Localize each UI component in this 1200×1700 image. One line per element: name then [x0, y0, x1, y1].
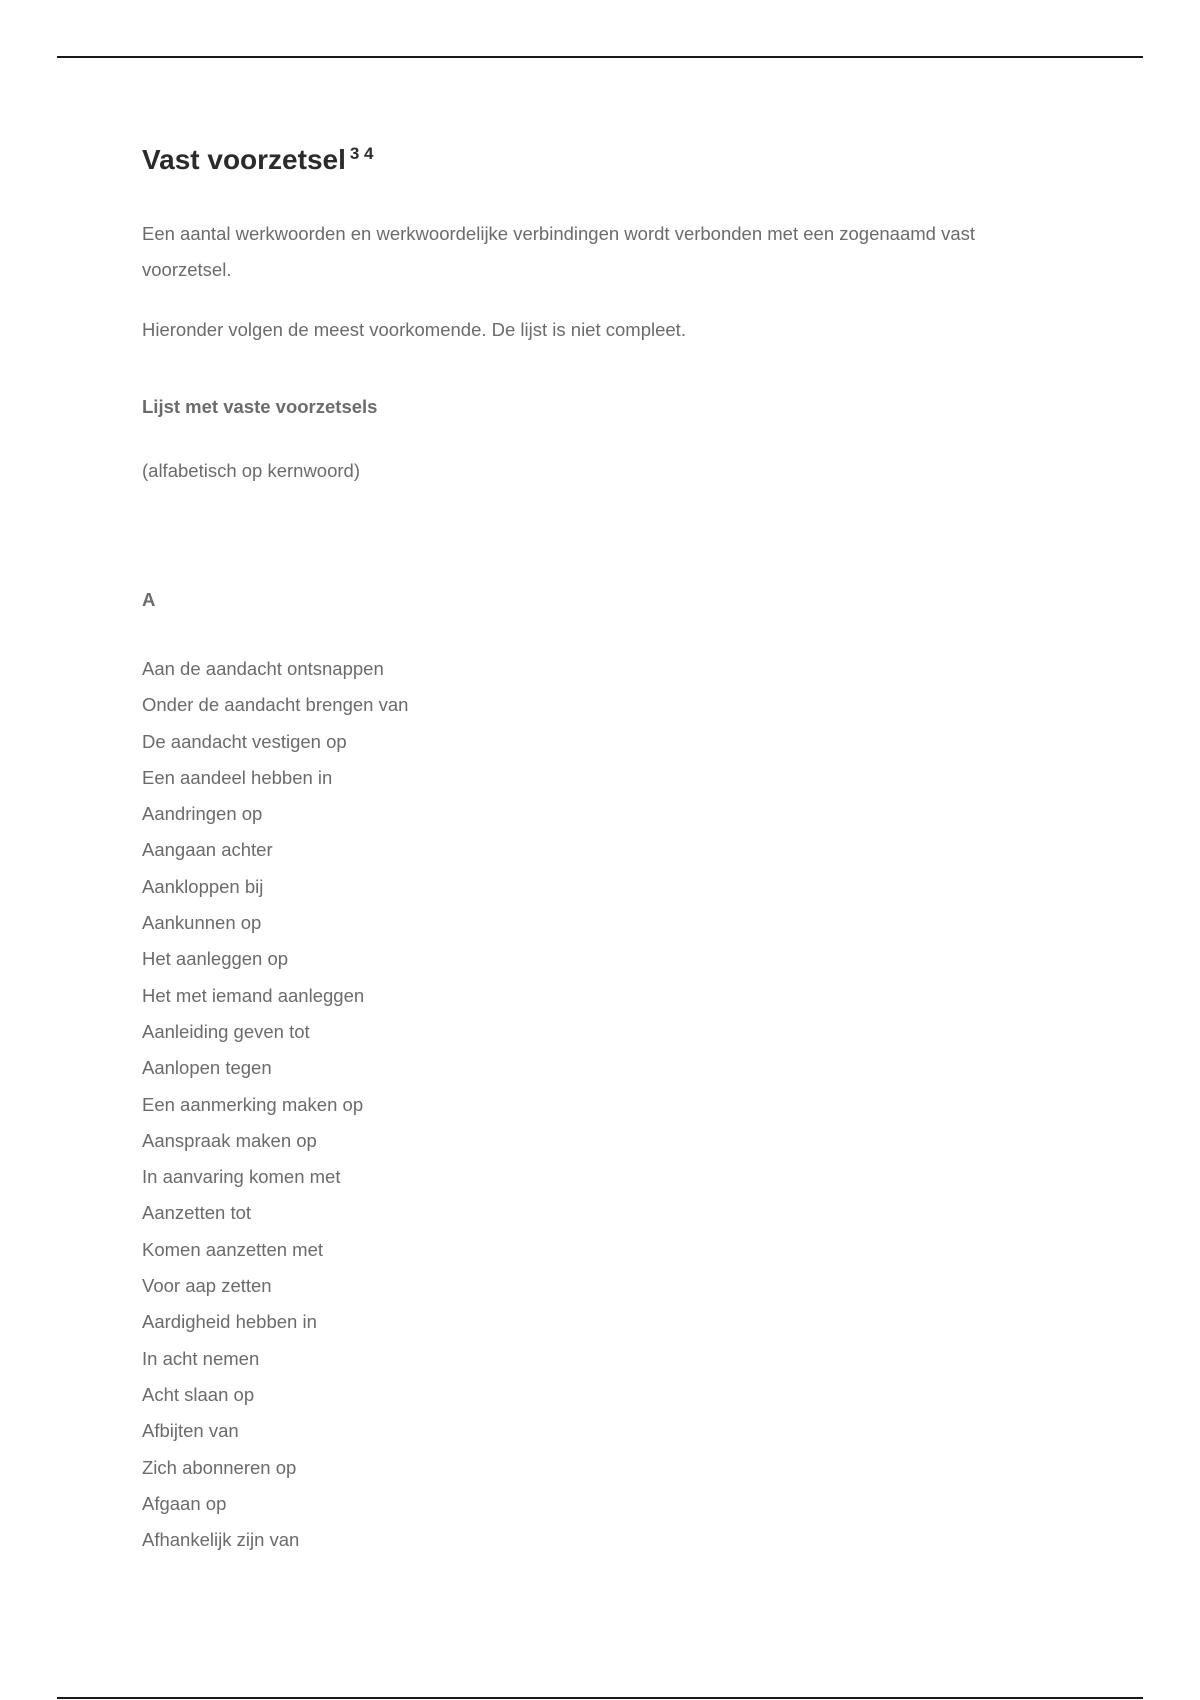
list-item: Aandringen op [142, 803, 263, 825]
list-item: In aanvaring komen met [142, 1166, 341, 1188]
list-item: De aandacht vestigen op [142, 730, 347, 752]
list-heading: Lijst met vaste voorzetsels [142, 396, 378, 417]
intro-paragraph: Een aantal werkwoorden en werkwoordelijke verbindingen wordt verbonden met een zogenaamd vast voorzetsel. [142, 223, 975, 280]
list-item: Aanzetten tot [142, 1202, 252, 1224]
list-item: Aanleiding geven tot [142, 1020, 310, 1042]
preposition-list [142, 651, 408, 1558]
page-bottom-rule [57, 1697, 1143, 1699]
list-item: Aangaan achter [142, 839, 273, 861]
page-top-rule [57, 56, 1143, 58]
list-item: Komen aanzetten met [142, 1238, 323, 1260]
list-item: Acht slaan op [142, 1383, 255, 1405]
list-item: Aankloppen bij [142, 875, 264, 897]
list-item: Aanlopen tegen [142, 1057, 272, 1079]
list-item: Aanspraak maken op [142, 1129, 317, 1151]
list-item: Afbijten van [142, 1420, 239, 1442]
list-item: Een aanmerking maken op [142, 1093, 364, 1115]
list-item: Aan de aandacht ontsnappen [142, 658, 384, 679]
list-item: Aankunnen op [142, 912, 262, 934]
document-title-text: Vast voorzetsel [142, 144, 346, 175]
list-sorting-note: (alfabetisch op kernwoord) [142, 460, 360, 481]
document-title [142, 144, 374, 176]
list-item: Zich abonneren op [142, 1456, 297, 1478]
list-item: Afhankelijk zijn van [142, 1529, 300, 1551]
section-letter: A [142, 589, 156, 610]
list-item: Onder de aandacht brengen van [142, 694, 409, 716]
list-item: Een aandeel hebben in [142, 766, 333, 788]
completeness-note: Hieronder volgen de meest voorkomende. De lijst is niet compleet. [142, 319, 686, 340]
list-item: Het met iemand aanleggen [142, 984, 365, 1006]
list-item: In acht nemen [142, 1347, 260, 1369]
list-item: Aardigheid hebben in [142, 1311, 317, 1333]
list-item: Voor aap zetten [142, 1275, 272, 1297]
title-footnote-refs: 3 4 [349, 144, 374, 163]
list-item: Afgaan op [142, 1492, 227, 1514]
list-item: Het aanleggen op [142, 948, 289, 970]
